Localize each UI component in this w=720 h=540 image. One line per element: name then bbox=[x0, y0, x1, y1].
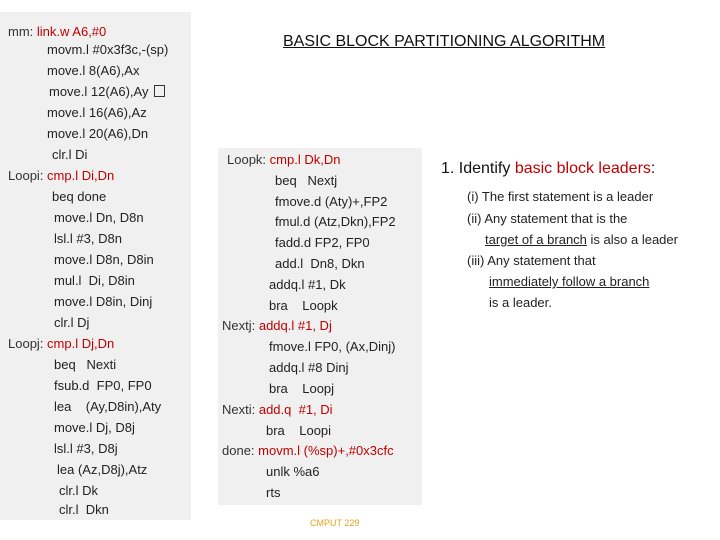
code-line bbox=[275, 173, 337, 189]
rule-branch-target-continued bbox=[485, 232, 678, 247]
code-instruction: clr.l Dj bbox=[54, 315, 90, 330]
code-instruction: clr.l Dkn bbox=[59, 502, 109, 517]
code-instruction: movm.l #0x3f3c,-(sp) bbox=[47, 42, 169, 57]
code-line bbox=[54, 294, 152, 310]
code-line bbox=[47, 42, 168, 58]
code-line bbox=[269, 339, 395, 355]
code-line bbox=[54, 231, 122, 247]
code-label: done: bbox=[222, 443, 259, 458]
code-line bbox=[54, 420, 135, 436]
rule-follows-branch: (iii) Any statement that bbox=[467, 253, 596, 268]
heading-prefix: 1. Identify bbox=[441, 160, 515, 177]
code-line bbox=[222, 443, 394, 459]
rule-branch-target: (ii) Any statement that is the bbox=[467, 211, 628, 226]
code-line bbox=[52, 147, 87, 163]
code-line bbox=[54, 441, 118, 457]
code-line bbox=[59, 502, 109, 518]
code-line bbox=[227, 152, 340, 168]
code-instruction: bra Loopj bbox=[269, 381, 335, 396]
code-instruction: bra Loopi bbox=[266, 423, 332, 438]
code-line bbox=[54, 378, 152, 394]
page-title: BASIC BLOCK PARTITIONING ALGORITHM bbox=[283, 33, 606, 50]
code-instruction: lea (Ay,D8in),Aty bbox=[54, 399, 162, 414]
code-line bbox=[59, 483, 98, 499]
code-line bbox=[222, 318, 332, 334]
code-instruction: lsl.l #3, D8n bbox=[54, 231, 122, 246]
code-instruction: beq Nexti bbox=[54, 357, 117, 372]
code-line bbox=[47, 105, 147, 121]
code-label: Nexti: bbox=[222, 402, 259, 417]
code-label: Loopi: bbox=[8, 168, 48, 183]
code-instruction: lsl.l #3, D8j bbox=[54, 441, 118, 456]
code-label: mm: bbox=[8, 24, 37, 39]
heading-highlight: basic block leaders bbox=[514, 160, 651, 177]
code-instruction: move.l 20(A6),Dn bbox=[47, 126, 149, 141]
code-instruction: move.l Dj, D8j bbox=[54, 420, 135, 435]
leaders-heading bbox=[441, 160, 655, 178]
code-line bbox=[8, 168, 114, 184]
code-line bbox=[54, 273, 135, 289]
rule-first-statement: (i) The first statement is a leader bbox=[467, 189, 654, 204]
code-line bbox=[266, 423, 331, 439]
code-instruction: fmove.d (Aty)+,FP2 bbox=[275, 194, 388, 209]
code-line bbox=[54, 252, 154, 268]
code-instruction: unlk %a6 bbox=[266, 464, 320, 479]
code-instruction: rts bbox=[266, 485, 281, 500]
code-instruction: clr.l Dk bbox=[59, 483, 98, 498]
code-line bbox=[57, 462, 147, 478]
code-instruction: clr.l Di bbox=[52, 147, 88, 162]
code-instruction: add.q #1, Di bbox=[258, 402, 333, 417]
course-footer: CMPUT 229 bbox=[310, 518, 360, 528]
code-instruction: move.l D8in, Dinj bbox=[54, 294, 153, 309]
rule-underlined-text: immediately follow a branch bbox=[489, 274, 650, 289]
code-instruction: mul.l Di, D8in bbox=[54, 273, 135, 288]
code-instruction: lea (Az,D8j),Atz bbox=[57, 462, 148, 477]
code-instruction: movm.l (%sp)+,#0x3cfc bbox=[258, 443, 394, 458]
code-instruction: move.l D8n, D8in bbox=[54, 252, 154, 267]
code-instruction: move.l 16(A6),Az bbox=[47, 105, 147, 120]
code-instruction: fmove.l FP0, (Ax,Dinj) bbox=[269, 339, 396, 354]
code-instruction: fmul.d (Atz,Dkn),FP2 bbox=[275, 214, 396, 229]
rule-underlined-text: target of a branch bbox=[485, 232, 587, 247]
code-instruction: move.l 8(A6),Ax bbox=[47, 63, 140, 78]
code-line bbox=[275, 256, 365, 272]
code-instruction: fsub.d FP0, FP0 bbox=[54, 378, 152, 393]
code-line bbox=[222, 402, 333, 418]
code-instruction: cmp.l Di,Dn bbox=[47, 168, 115, 183]
code-instruction: beq Nextj bbox=[275, 173, 338, 188]
code-line bbox=[269, 298, 338, 314]
code-line bbox=[49, 84, 165, 100]
rule-text: is also a leader bbox=[586, 232, 678, 247]
code-line bbox=[54, 210, 144, 226]
code-line bbox=[269, 381, 334, 397]
code-line bbox=[52, 189, 106, 205]
code-line bbox=[54, 399, 161, 415]
code-label: Loopj: bbox=[8, 336, 48, 351]
code-instruction: cmp.l Dj,Dn bbox=[47, 336, 115, 351]
code-line bbox=[54, 357, 116, 373]
code-label: Nextj: bbox=[222, 318, 259, 333]
rule-follows-branch-continued bbox=[489, 274, 649, 289]
missing-glyph-icon bbox=[154, 85, 165, 97]
code-line bbox=[275, 235, 370, 251]
code-line bbox=[8, 24, 106, 40]
code-instruction: beq done bbox=[52, 189, 107, 204]
code-instruction: addq.l #1, Dj bbox=[258, 318, 332, 333]
code-line bbox=[266, 485, 280, 501]
code-line bbox=[266, 464, 319, 480]
heading-suffix: : bbox=[650, 160, 656, 177]
code-instruction: cmp.l Dk,Dn bbox=[269, 152, 341, 167]
code-instruction: addq.l #1, Dk bbox=[269, 277, 346, 292]
code-instruction: addq.l #8 Dinj bbox=[269, 360, 349, 375]
code-label: Loopk: bbox=[227, 152, 270, 167]
code-instruction: add.l Dn8, Dkn bbox=[275, 256, 365, 271]
code-line bbox=[275, 194, 387, 210]
code-line bbox=[269, 277, 346, 293]
code-line bbox=[47, 63, 139, 79]
code-instruction: bra Loopk bbox=[269, 298, 338, 313]
code-line bbox=[269, 360, 349, 376]
code-instruction: move.l Dn, D8n bbox=[54, 210, 144, 225]
code-instruction: move.l 12(A6),Ay bbox=[49, 84, 149, 99]
code-instruction: fadd.d FP2, FP0 bbox=[275, 235, 370, 250]
code-instruction: link.w A6,#0 bbox=[36, 24, 107, 39]
code-line bbox=[275, 214, 396, 230]
code-line bbox=[8, 336, 114, 352]
rule-follows-branch-end: is a leader. bbox=[489, 295, 552, 310]
code-line bbox=[54, 315, 89, 331]
code-line bbox=[47, 126, 148, 142]
